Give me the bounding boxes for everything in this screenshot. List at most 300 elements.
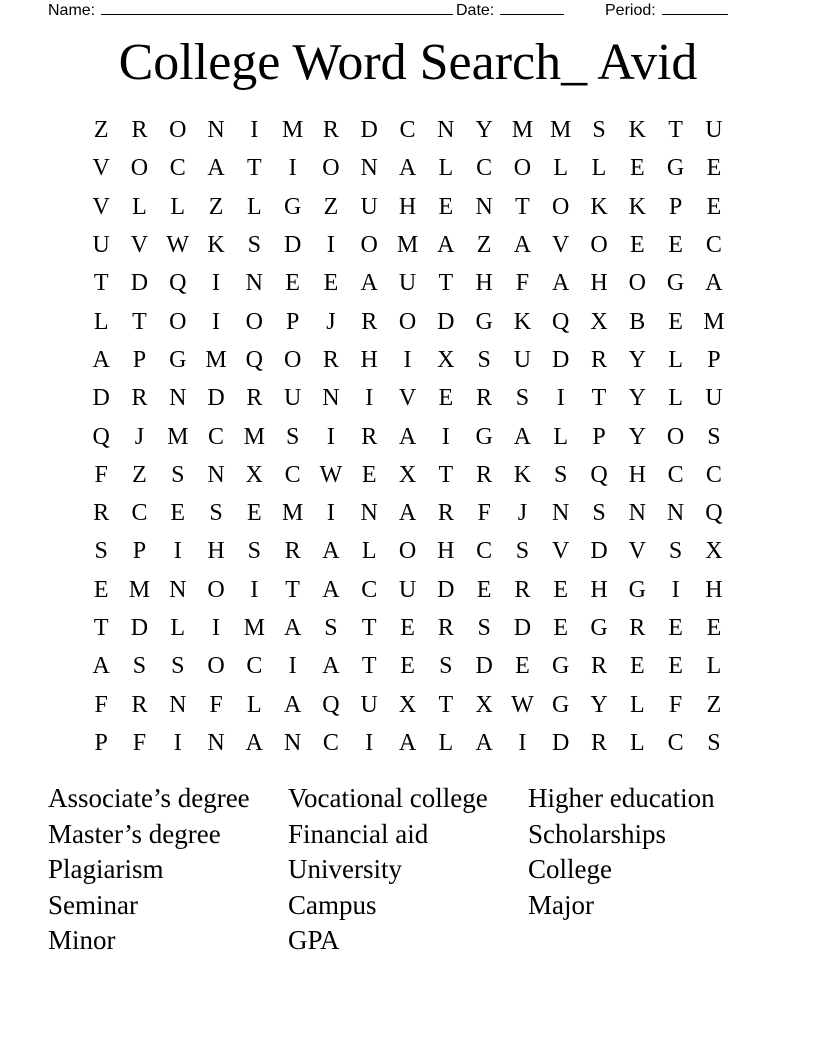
grid-letter[interactable]: K xyxy=(207,232,225,259)
grid-letter[interactable]: C xyxy=(705,461,722,488)
grid-letter[interactable]: C xyxy=(667,461,684,488)
grid-letter[interactable]: R xyxy=(322,346,339,373)
grid-letter[interactable]: O xyxy=(322,155,340,182)
grid-letter[interactable]: O xyxy=(628,270,646,297)
grid-letter[interactable]: Q xyxy=(92,423,110,450)
grid-letter[interactable]: M xyxy=(550,117,572,144)
grid-letter[interactable]: C xyxy=(322,729,339,756)
grid-letter[interactable]: S xyxy=(209,500,223,527)
grid-letter[interactable]: V xyxy=(552,232,570,259)
grid-letter[interactable]: W xyxy=(511,691,534,718)
grid-letter[interactable]: H xyxy=(590,576,608,603)
grid-letter[interactable]: E xyxy=(438,385,454,412)
grid-letter[interactable]: M xyxy=(243,615,265,641)
grid-letter[interactable]: I xyxy=(173,729,182,756)
grid-letter[interactable]: U xyxy=(398,576,417,603)
grid-letter[interactable]: D xyxy=(283,232,302,259)
grid-letter[interactable]: D xyxy=(207,385,225,412)
grid-letter[interactable]: O xyxy=(552,193,570,220)
grid-letter[interactable]: E xyxy=(553,615,569,641)
name-label: Name: xyxy=(48,2,96,19)
grid-letter[interactable]: S xyxy=(94,538,108,565)
grid-letter[interactable]: O xyxy=(169,117,187,144)
grid-letter[interactable]: I xyxy=(288,155,297,182)
grid-letter[interactable]: G xyxy=(628,576,646,603)
name-blank-line[interactable] xyxy=(101,0,453,15)
grid-letter[interactable]: D xyxy=(513,615,532,641)
grid-letter[interactable]: L xyxy=(361,538,377,565)
grid-letter[interactable]: A xyxy=(360,270,378,297)
grid-letter[interactable]: E xyxy=(668,615,683,641)
grid-letter[interactable]: V xyxy=(92,155,110,182)
grid-letter[interactable]: H xyxy=(398,193,417,220)
grid-letter[interactable]: X xyxy=(437,346,455,373)
grid-letter[interactable]: N xyxy=(437,117,455,144)
grid-letter[interactable]: O xyxy=(130,155,149,182)
grid-letter[interactable]: U xyxy=(360,691,378,718)
grid-letter[interactable]: O xyxy=(169,308,187,335)
grid-letter[interactable]: E xyxy=(476,576,492,603)
grid-letter[interactable]: F xyxy=(94,461,108,488)
grid-letter[interactable]: D xyxy=(590,538,608,565)
grid-letter[interactable]: R xyxy=(591,653,608,680)
grid-letter[interactable]: L xyxy=(553,155,569,182)
grid-letter[interactable]: J xyxy=(134,423,145,450)
grid-letter[interactable]: M xyxy=(396,232,419,259)
grid-letter[interactable]: E xyxy=(285,270,300,297)
grid-letter[interactable]: A xyxy=(245,729,263,756)
grid-letter[interactable]: G xyxy=(475,308,493,335)
grid-letter[interactable]: L xyxy=(93,308,109,335)
grid-letter[interactable]: I xyxy=(326,232,335,259)
grid-letter[interactable]: D xyxy=(360,117,378,144)
grid-letter[interactable]: R xyxy=(514,576,531,603)
grid-letter[interactable]: O xyxy=(590,232,608,259)
grid-letter[interactable]: P xyxy=(592,423,606,450)
grid-letter[interactable]: E xyxy=(247,500,262,527)
grid-letter[interactable]: O xyxy=(666,423,685,450)
grid-letter[interactable]: S xyxy=(247,538,262,565)
grid-letter[interactable]: G xyxy=(552,653,570,680)
grid-letter[interactable]: R xyxy=(476,461,493,488)
grid-letter[interactable]: A xyxy=(283,691,302,718)
grid-letter[interactable]: I xyxy=(173,538,182,565)
grid-letter[interactable]: H xyxy=(705,576,723,603)
grid-letter[interactable]: G xyxy=(666,155,685,182)
grid-letter[interactable]: R xyxy=(591,346,608,373)
grid-letter[interactable]: A xyxy=(207,155,225,182)
word-list-item: Major xyxy=(528,889,594,920)
grid-letter[interactable]: C xyxy=(131,500,148,527)
grid-letter[interactable]: I xyxy=(288,653,297,680)
grid-letter[interactable]: R xyxy=(131,385,148,412)
grid-letter[interactable]: U xyxy=(705,117,723,144)
grid-letter[interactable]: I xyxy=(403,346,412,373)
grid-letter[interactable]: T xyxy=(515,193,530,220)
grid-letter[interactable]: E xyxy=(323,270,339,297)
grid-letter[interactable]: E xyxy=(438,193,454,220)
grid-letter[interactable]: C xyxy=(361,576,378,603)
grid-letter[interactable]: S xyxy=(171,461,185,488)
grid-letter[interactable]: U xyxy=(360,193,378,220)
grid-letter[interactable]: A xyxy=(552,270,570,297)
grid-letter[interactable]: H xyxy=(475,270,493,297)
grid-letter[interactable]: S xyxy=(592,117,606,144)
grid-letter[interactable]: K xyxy=(513,308,532,335)
grid-letter[interactable]: E xyxy=(668,653,683,680)
grid-letter[interactable]: D xyxy=(437,308,455,335)
grid-letter[interactable]: F xyxy=(132,729,147,756)
grid-letter[interactable]: W xyxy=(166,232,190,259)
grid-letter[interactable]: P xyxy=(132,538,147,565)
grid-letter[interactable]: R xyxy=(476,385,493,412)
word-list-item: Campus xyxy=(288,889,377,920)
grid-letter[interactable]: A xyxy=(398,500,417,527)
grid-letter[interactable]: L xyxy=(668,346,683,373)
grid-letter[interactable]: C xyxy=(399,117,416,144)
grid-letter[interactable]: U xyxy=(92,232,110,259)
grid-letter[interactable]: P xyxy=(668,193,683,220)
grid-letter[interactable]: N xyxy=(207,461,225,488)
grid-letter[interactable]: E xyxy=(706,155,722,182)
grid-letter[interactable]: O xyxy=(207,576,225,603)
grid-letter[interactable]: I xyxy=(212,308,221,335)
grid-letter[interactable]: L xyxy=(170,193,186,220)
grid-letter[interactable]: T xyxy=(668,117,683,144)
grid-letter[interactable]: M xyxy=(128,576,151,603)
grid-letter[interactable]: F xyxy=(477,500,491,527)
grid-letter[interactable]: R xyxy=(131,691,148,718)
grid-letter[interactable]: T xyxy=(247,155,262,182)
grid-letter[interactable]: A xyxy=(398,423,417,450)
grid-letter[interactable]: D xyxy=(130,615,149,641)
grid-letter[interactable]: Q xyxy=(245,346,263,373)
grid-letter[interactable]: W xyxy=(319,461,343,488)
grid-letter[interactable]: X xyxy=(590,308,608,335)
grid-letter[interactable]: E xyxy=(361,461,377,488)
grid-letter[interactable]: V xyxy=(628,538,646,565)
grid-letter[interactable]: P xyxy=(707,346,721,373)
grid-letter[interactable]: G xyxy=(169,346,187,373)
grid-letter[interactable]: H xyxy=(207,538,225,565)
grid-letter[interactable]: A xyxy=(398,155,417,182)
grid-letter[interactable]: C xyxy=(208,423,225,450)
grid-letter[interactable]: T xyxy=(285,576,300,603)
grid-letter[interactable]: M xyxy=(703,308,725,335)
grid-letter[interactable]: R xyxy=(437,615,454,641)
grid-letter[interactable]: T xyxy=(361,615,377,641)
grid-letter[interactable]: E xyxy=(629,155,645,182)
grid-letter[interactable]: R xyxy=(93,500,110,527)
grid-letter[interactable]: H xyxy=(590,270,608,297)
grid-letter[interactable]: E xyxy=(706,193,722,220)
grid-letter[interactable]: L xyxy=(629,729,645,756)
grid-letter[interactable]: I xyxy=(250,117,259,144)
grid-letter[interactable]: X xyxy=(705,538,723,565)
grid-letter[interactable]: R xyxy=(322,117,339,144)
grid-letter[interactable]: O xyxy=(360,232,378,259)
grid-letter[interactable]: Q xyxy=(552,308,570,335)
grid-letter[interactable]: O xyxy=(283,346,302,373)
grid-letter[interactable]: L xyxy=(553,423,569,450)
grid-letter[interactable]: C xyxy=(246,653,263,680)
grid-letter[interactable]: L xyxy=(132,193,147,220)
grid-letter[interactable]: S xyxy=(132,653,147,680)
grid-letter[interactable]: L xyxy=(668,385,683,412)
word-list-item: Vocational college xyxy=(288,783,488,813)
grid-letter[interactable]: I xyxy=(212,270,221,297)
grid-letter[interactable]: I xyxy=(326,423,335,450)
grid-letter[interactable]: S xyxy=(439,653,453,680)
grid-letter[interactable]: E xyxy=(629,232,645,259)
grid-letter[interactable]: D xyxy=(130,270,149,297)
grid-letter[interactable]: E xyxy=(668,308,683,335)
grid-letter[interactable]: N xyxy=(628,500,646,527)
grid-letter[interactable]: I xyxy=(365,729,374,756)
grid-letter[interactable]: I xyxy=(212,615,221,641)
grid-letter[interactable]: T xyxy=(438,461,454,488)
grid-letter[interactable]: K xyxy=(628,117,646,144)
grid-letter[interactable]: L xyxy=(438,155,454,182)
grid-letter[interactable]: N xyxy=(360,155,378,182)
grid-letter[interactable]: G xyxy=(283,193,302,220)
grid-letter[interactable]: D xyxy=(437,576,455,603)
grid-letter[interactable]: M xyxy=(281,500,304,527)
grid-letter[interactable]: T xyxy=(93,270,109,297)
grid-letter[interactable]: I xyxy=(326,500,335,527)
grid-letter[interactable]: S xyxy=(247,232,262,259)
grid-letter[interactable]: G xyxy=(590,615,608,641)
grid-letter[interactable]: A xyxy=(705,270,723,297)
grid-letter[interactable]: N xyxy=(169,691,187,718)
grid-letter[interactable]: N xyxy=(207,729,225,756)
grid-letter[interactable]: D xyxy=(475,653,493,680)
grid-letter[interactable]: R xyxy=(629,615,646,641)
grid-letter[interactable]: I xyxy=(250,576,259,603)
grid-letter[interactable]: E xyxy=(400,653,415,680)
grid-letter[interactable]: R xyxy=(284,538,301,565)
grid-letter[interactable]: C xyxy=(284,461,301,488)
grid-letter[interactable]: N xyxy=(322,385,340,412)
grid-letter[interactable]: A xyxy=(322,538,340,565)
grid-letter[interactable]: O xyxy=(513,155,532,182)
grid-letter[interactable]: T xyxy=(361,653,377,680)
grid-letter[interactable]: E xyxy=(629,653,645,680)
grid-letter[interactable]: N xyxy=(666,500,685,527)
grid-letter[interactable]: N xyxy=(552,500,570,527)
grid-letter[interactable]: E xyxy=(668,232,683,259)
grid-letter[interactable]: S xyxy=(324,615,338,641)
grid-letter[interactable]: R xyxy=(361,423,378,450)
grid-letter[interactable]: C xyxy=(667,729,684,756)
grid-letter[interactable]: Y xyxy=(628,423,646,450)
grid-letter[interactable]: F xyxy=(94,691,108,718)
grid-letter[interactable]: L xyxy=(438,729,454,756)
grid-letter[interactable]: S xyxy=(285,423,300,450)
grid-letter[interactable]: N xyxy=(169,385,187,412)
grid-letter[interactable]: I xyxy=(556,385,565,412)
grid-letter[interactable]: A xyxy=(92,653,110,680)
grid-letter[interactable]: S xyxy=(171,653,185,680)
word-list-item: College xyxy=(528,854,612,884)
grid-letter[interactable]: Z xyxy=(476,232,492,259)
grid-letter[interactable]: E xyxy=(93,576,109,603)
grid-letter[interactable]: O xyxy=(245,308,263,335)
grid-letter[interactable]: V xyxy=(130,232,149,259)
grid-letter[interactable]: U xyxy=(283,385,302,412)
grid-letter[interactable]: D xyxy=(92,385,110,412)
grid-letter[interactable]: C xyxy=(705,232,722,259)
grid-letter[interactable]: S xyxy=(515,385,530,412)
grid-letter[interactable]: I xyxy=(671,576,680,603)
grid-letter[interactable]: A xyxy=(513,232,532,259)
grid-letter[interactable]: L xyxy=(247,691,262,718)
grid-letter[interactable]: Q xyxy=(590,461,608,488)
grid-letter[interactable]: N xyxy=(360,500,378,527)
grid-letter[interactable]: L xyxy=(591,155,607,182)
grid-letter[interactable]: I xyxy=(441,423,450,450)
grid-letter[interactable]: K xyxy=(590,193,608,220)
grid-letter[interactable]: A xyxy=(398,729,417,756)
grid-letter[interactable]: N xyxy=(283,729,302,756)
grid-letter[interactable]: A xyxy=(322,576,340,603)
grid-letter[interactable]: K xyxy=(513,461,532,488)
grid-letter[interactable]: S xyxy=(477,615,491,641)
grid-letter[interactable]: Z xyxy=(93,117,109,144)
grid-letter[interactable]: E xyxy=(515,653,530,680)
grid-letter[interactable]: V xyxy=(92,193,110,220)
grid-letter[interactable]: T xyxy=(438,691,454,718)
grid-letter[interactable]: L xyxy=(170,615,186,641)
grid-letter[interactable]: T xyxy=(591,385,607,412)
grid-letter[interactable]: M xyxy=(167,423,189,450)
grid-letter[interactable]: L xyxy=(247,193,262,220)
grid-letter[interactable]: Z xyxy=(132,461,147,488)
grid-letter[interactable]: E xyxy=(400,615,415,641)
date-label: Date: xyxy=(456,2,495,19)
grid-letter[interactable]: M xyxy=(281,117,304,144)
grid-letter[interactable]: A xyxy=(475,729,493,756)
grid-letter[interactable]: N xyxy=(207,117,225,144)
grid-letter[interactable]: S xyxy=(707,423,721,450)
grid-letter[interactable]: T xyxy=(132,308,147,335)
grid-letter[interactable]: G xyxy=(666,270,685,297)
grid-letter[interactable]: H xyxy=(360,346,378,373)
grid-letter[interactable]: C xyxy=(476,155,493,182)
grid-letter[interactable]: L xyxy=(629,691,645,718)
grid-letter[interactable]: Q xyxy=(705,500,723,527)
grid-letter[interactable]: H xyxy=(437,538,455,565)
grid-letter[interactable]: M xyxy=(243,423,265,450)
grid-letter[interactable]: I xyxy=(365,385,374,412)
grid-letter[interactable]: R xyxy=(246,385,263,412)
grid-letter[interactable]: G xyxy=(475,423,493,450)
grid-letter[interactable]: X xyxy=(398,461,417,488)
grid-letter[interactable]: F xyxy=(668,691,683,718)
grid-letter[interactable]: R xyxy=(361,308,378,335)
grid-letter[interactable]: P xyxy=(94,729,108,756)
grid-letter[interactable]: D xyxy=(552,729,570,756)
grid-letter[interactable]: K xyxy=(628,193,646,220)
grid-letter[interactable]: O xyxy=(207,653,225,680)
word-list-item: Seminar xyxy=(48,889,138,920)
grid-letter[interactable]: A xyxy=(92,346,110,373)
grid-letter[interactable]: T xyxy=(438,270,454,297)
grid-letter[interactable]: F xyxy=(209,691,223,718)
grid-letter[interactable]: P xyxy=(285,308,300,335)
grid-letter[interactable]: A xyxy=(283,615,302,641)
period-blank-line[interactable] xyxy=(662,0,728,15)
grid-letter[interactable]: F xyxy=(515,270,530,297)
grid-letter[interactable]: G xyxy=(552,691,570,718)
grid-letter[interactable]: E xyxy=(553,576,569,603)
grid-letter[interactable]: C xyxy=(476,538,493,565)
grid-letter[interactable]: S xyxy=(515,538,530,565)
grid-letter[interactable]: N xyxy=(169,576,187,603)
grid-letter[interactable]: Z xyxy=(208,193,224,220)
grid-letter[interactable]: X xyxy=(245,461,263,488)
grid-letter[interactable]: Y xyxy=(590,691,608,718)
grid-letter[interactable]: Y xyxy=(628,385,646,412)
grid-letter[interactable]: J xyxy=(326,308,336,335)
grid-letter[interactable]: X xyxy=(398,691,417,718)
grid-letter[interactable]: D xyxy=(552,346,570,373)
grid-letter[interactable]: B xyxy=(629,308,646,335)
grid-letter[interactable]: S xyxy=(668,538,683,565)
grid-letter[interactable]: R xyxy=(437,500,454,527)
grid-letter[interactable]: L xyxy=(706,653,722,680)
grid-letter[interactable]: Z xyxy=(323,193,339,220)
grid-letter[interactable]: M xyxy=(511,117,534,144)
grid-letter[interactable]: U xyxy=(705,385,723,412)
grid-letter[interactable]: A xyxy=(437,232,455,259)
grid-letter[interactable]: T xyxy=(93,615,109,641)
grid-letter[interactable]: E xyxy=(170,500,186,527)
grid-letter[interactable]: P xyxy=(132,346,147,373)
grid-letter[interactable]: E xyxy=(706,615,722,641)
grid-letter[interactable]: S xyxy=(477,346,491,373)
grid-letter[interactable]: O xyxy=(398,538,417,565)
grid-letter[interactable]: A xyxy=(513,423,532,450)
grid-letter[interactable]: S xyxy=(592,500,606,527)
grid-letter[interactable]: M xyxy=(205,346,227,373)
grid-letter[interactable]: N xyxy=(475,193,493,220)
grid-letter[interactable]: U xyxy=(513,346,532,373)
date-blank-line[interactable] xyxy=(500,0,564,15)
grid-letter[interactable]: Y xyxy=(475,117,493,144)
grid-letter[interactable]: R xyxy=(591,729,608,756)
grid-letter[interactable]: C xyxy=(169,155,186,182)
grid-letter[interactable]: S xyxy=(554,461,568,488)
grid-letter[interactable]: Y xyxy=(628,346,646,373)
grid-letter[interactable]: N xyxy=(245,270,263,297)
grid-letter[interactable]: J xyxy=(517,500,528,527)
grid-letter[interactable]: Z xyxy=(706,691,722,718)
grid-letter[interactable]: S xyxy=(707,729,721,756)
grid-letter[interactable]: V xyxy=(398,385,417,412)
grid-letter[interactable]: A xyxy=(322,653,340,680)
grid-letter[interactable]: Q xyxy=(169,270,187,297)
grid-letter[interactable]: Q xyxy=(322,691,340,718)
word-list-item: Plagiarism xyxy=(48,854,164,884)
grid-letter[interactable]: X xyxy=(475,691,493,718)
grid-letter[interactable]: H xyxy=(628,461,646,488)
grid-letter[interactable]: I xyxy=(518,729,527,756)
grid-letter[interactable]: O xyxy=(398,308,417,335)
grid-letter[interactable]: V xyxy=(552,538,570,565)
grid-letter[interactable]: U xyxy=(398,270,417,297)
grid-letter[interactable]: R xyxy=(131,117,148,144)
